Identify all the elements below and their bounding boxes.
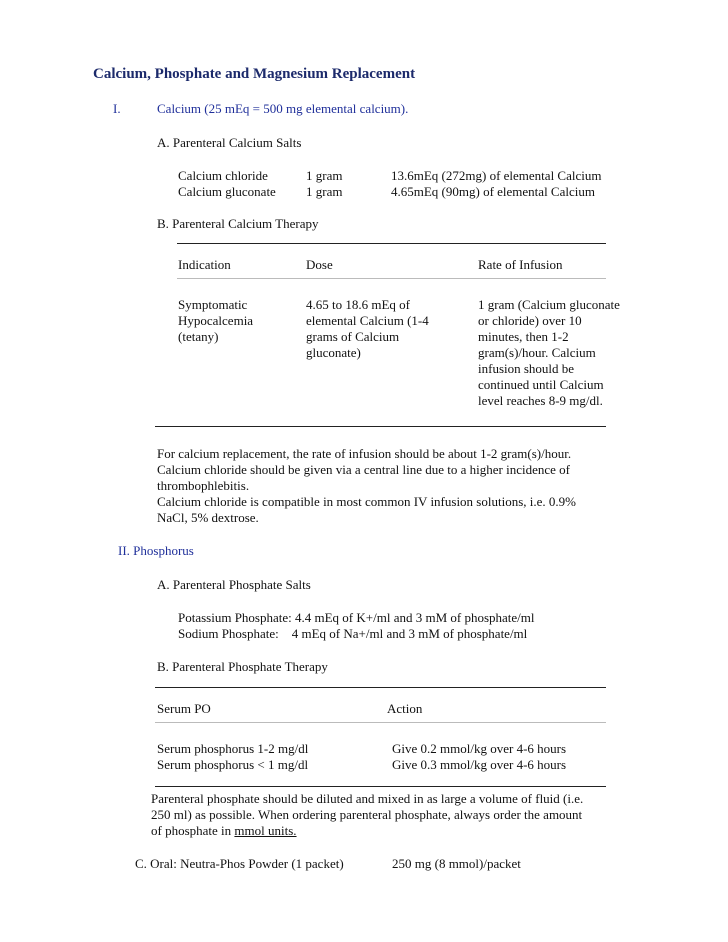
col-header-rate: Rate of Infusion xyxy=(478,257,563,272)
calcium-therapy-heading: B. Parenteral Calcium Therapy xyxy=(157,216,319,231)
section-heading-phosphorus: II. Phosphorus xyxy=(118,543,194,558)
oral-phosphate-label: C. Oral: Neutra-Phos Powder (1 packet) xyxy=(135,856,344,871)
salt-equivalent: 4.65mEq (90mg) of elemental Calcium xyxy=(391,184,595,199)
phosphate-salt-line: Potassium Phosphate: 4.4 mEq of K+/ml and 3 mM of phosphate/ml xyxy=(178,610,535,625)
dose-line: elemental Calcium (1-4 xyxy=(306,313,429,328)
indication-line: (tetany) xyxy=(178,329,219,344)
table-bottom-rule xyxy=(155,786,606,787)
dose-line: gluconate) xyxy=(306,345,361,360)
phosphate-salts-heading: A. Parenteral Phosphate Salts xyxy=(157,577,311,592)
serum-value: Serum phosphorus 1-2 mg/dl xyxy=(157,741,309,756)
salt-equivalent: 13.6mEq (272mg) of elemental Calcium xyxy=(391,168,602,183)
rate-line: continued until Calcium xyxy=(478,377,604,392)
dose-line: grams of Calcium xyxy=(306,329,400,344)
table-top-rule xyxy=(177,243,606,244)
header-divider xyxy=(155,722,606,723)
section-number-calcium: I. xyxy=(113,101,121,116)
rate-line: gram(s)/hour. Calcium xyxy=(478,345,596,360)
indication-line: Symptomatic xyxy=(178,297,248,312)
salt-amount: 1 gram xyxy=(306,168,343,183)
note-line: NaCl, 5% dextrose. xyxy=(157,510,259,525)
page-title: Calcium, Phosphate and Magnesium Replacement xyxy=(93,66,416,82)
col-header-dose: Dose xyxy=(306,257,333,272)
note-line: Calcium chloride should be given via a central line due to a higher incidence of xyxy=(157,462,570,477)
calcium-salts-heading: A. Parenteral Calcium Salts xyxy=(157,135,302,150)
rate-line: infusion should be xyxy=(478,361,575,376)
salt-name: Calcium chloride xyxy=(178,168,268,183)
action-value: Give 0.3 mmol/kg over 4-6 hours xyxy=(392,757,567,772)
section-heading-calcium: Calcium (25 mEq = 500 mg elemental calcium). xyxy=(157,101,409,116)
rate-line: or chloride) over 10 xyxy=(478,313,582,328)
dose-line: 4.65 to 18.6 mEq of xyxy=(306,297,410,312)
note-line: Calcium chloride is compatible in most common IV infusion solutions, i.e. 0.9% xyxy=(157,494,576,509)
note-text: of phosphate in xyxy=(151,823,235,838)
rate-line: 1 gram (Calcium gluconate xyxy=(478,297,620,312)
serum-value: Serum phosphorus < 1 mg/dl xyxy=(157,757,309,772)
action-value: Give 0.2 mmol/kg over 4-6 hours xyxy=(392,741,567,756)
header-divider xyxy=(177,278,606,279)
salt-name: Calcium gluconate xyxy=(178,184,276,199)
table-top-rule xyxy=(155,687,606,688)
col-header-serum: Serum PO xyxy=(157,701,211,716)
rate-line: minutes, then 1-2 xyxy=(478,329,569,344)
table-bottom-rule xyxy=(155,426,606,427)
phosphate-therapy-heading: B. Parenteral Phosphate Therapy xyxy=(157,659,328,674)
col-header-indication: Indication xyxy=(178,257,231,272)
note-line: For calcium replacement, the rate of infusion should be about 1-2 gram(s)/hour. xyxy=(157,446,572,461)
salt-amount: 1 gram xyxy=(306,184,343,199)
note-line: 250 ml) as possible. When ordering parenteral phosphate, always order the amount xyxy=(151,807,583,822)
note-line: Parenteral phosphate should be diluted and mixed in as large a volume of fluid (i.e. xyxy=(151,791,584,806)
oral-phosphate-value: 250 mg (8 mmol)/packet xyxy=(392,856,521,871)
note-underlined-text: mmol units. xyxy=(234,823,297,838)
col-header-action: Action xyxy=(387,701,423,716)
note-line xyxy=(151,823,297,839)
rate-line: level reaches 8-9 mg/dl. xyxy=(478,393,603,408)
indication-line: Hypocalcemia xyxy=(178,313,254,328)
note-line: thrombophlebitis. xyxy=(157,478,250,493)
phosphate-salt-line: Sodium Phosphate: 4 mEq of Na+/ml and 3 mM of phosphate/ml xyxy=(178,626,528,641)
